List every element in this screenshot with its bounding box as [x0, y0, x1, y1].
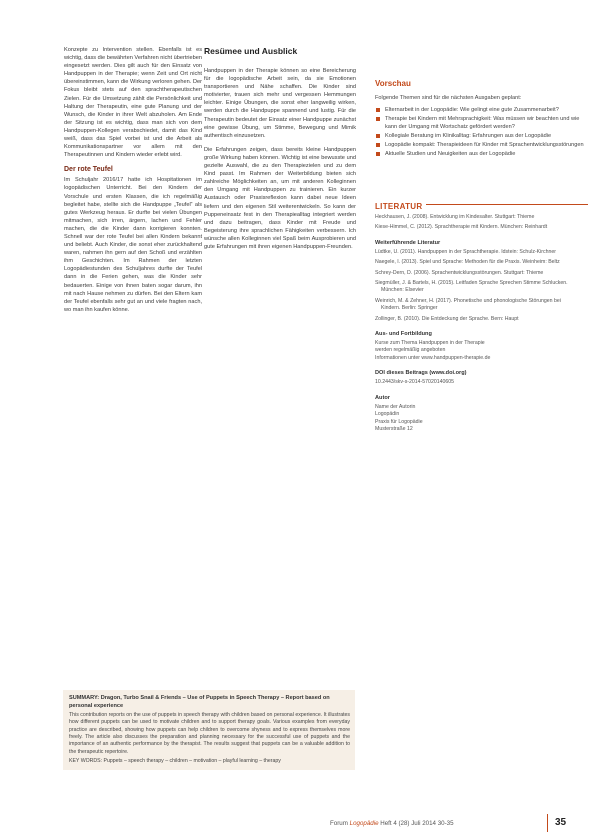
vorschau-list	[375, 106, 585, 158]
literature-entry: Siegmüller, J. & Bartels, H. (2015). Leitfaden Sprache Sprechen Stimme Schlucken. München: Elsevier	[375, 280, 568, 294]
vorschau-intro: Folgende Themen sind für die nächsten Ausgaben geplant:	[375, 95, 522, 101]
body-paragraph: Die Erfahrungen zeigen, dass bereits kleine Handpuppen große Wirkung haben können. Wichtig ist eine bewusste und gezielte Auswahl, die zu den Therapiezielen und zu dem Kind passt. Im Rahmen der Weiterbildung bieten sich zahlreiche Möglichkeiten an, um mit anderen Kolleginnen den Umgang mit Handpuppen zu trainieren. Ein kurzer Austausch oder Praxisreflexion kann dabei neue Ideen liefern und den eigenen Stil weiterentwickeln. So kann der Puppeneinsatz fest in den Therapiealltag integriert werden und dazu beitragen, dass Kinder mit Freude und Begeisterung ihre sprachlichen Fähigkeiten verbessern. Ich wünsche allen Kolleginnen viel Spaß beim Ausprobieren und gute Erfahrungen mit ihren eigenen Handpuppen-Freunden.	[204, 146, 356, 250]
author-heading: Autor	[375, 394, 390, 401]
training-line: werden regelmäßig angeboten	[375, 347, 446, 354]
author-line: Praxis für Logopädie	[375, 418, 423, 425]
training-line: Informationen unter www.handpuppen-therapie.de	[375, 354, 491, 361]
author-block	[375, 404, 575, 434]
issue-info: Heft 4 (28) Juli 2014 30-35	[380, 820, 454, 827]
vorschau-item: Aktuelle Studien und Neuigkeiten aus der Logopädie	[375, 150, 585, 158]
body-paragraph: Im Schuljahr 2016/17 hatte ich Hospitationen im logopädischen Unterricht. Bei den Kindern der Vorschule und ersten Klassen, die ich regelmäßig begleitet habe, stellte sich die Handpuppe „Teufel“ als gutes Werkzeug heraus. Er durfte bei vielen Übungen mitmachen, sich irren, ärgern, lachen und Fehler machen, die die Kinder dann korrigieren konnten. Schnell war der rote Teufel bei allen Kindern bekannt und beliebt. Auch Kinder, die sonst eher zurückhaltend waren, nahmen ihn gern auf den Schoß und erzählten ihm Geschichten. Im Rahmen der letzten Logopädiestunden des Schuljahres durfte der Teufel dann in die Ferien gehen, was die Kinder sehr bedauerten. Einige von ihnen baten sogar darum, ihn mit nach Hause nehmen zu dürfen. Bei den Eltern kam der Teufel ebenfalls sehr gut an und viele fragten nach, wo man ihn kaufen könne.	[64, 177, 202, 313]
journal-prefix: Forum	[330, 820, 348, 827]
literature-list	[375, 214, 575, 232]
sidebar	[362, 46, 588, 433]
footer-divider	[547, 814, 548, 832]
section-heading-resuemee: Resümee und Ausblick	[204, 46, 298, 56]
literature-entry: Weinrich, M. & Zehner, H. (2017). Phonetische und phonologische Störungen bei Kindern. Berlin: Springer	[375, 297, 561, 312]
vorschau-item: Elternarbeit in der Logopädie: Wie gelingt eine gute Zusammenarbeit?	[375, 106, 585, 114]
summary-text: This contribution reports on the use of puppets in speech therapy with children based on personal experience. It illustrates how different puppets can be used to motivate children and to support therapy goals. Various examples from everyday practice are described, showing how puppets can help children to overcome shyness and to express themselves more freely. The article also discusses the preparation and planning necessary for the successful use of puppets and the importance of an authentic performance by the therapist. The results suggest that puppets can be a valuable addition to the therapeutic repertoire.	[69, 712, 350, 755]
summary-keywords: KEY WORDS: Puppets – speech therapy – children – motivation – playful learning – therapy	[69, 757, 281, 764]
training-lines	[375, 340, 575, 362]
summary-box	[63, 690, 355, 770]
page-number: 35	[555, 817, 567, 828]
intro-paragraph: Konzepte zu Intervention stellen. Ebenfalls ist es wichtig, dass die bewährten Verfahren nicht übertrieben eingesetzt werden. Dies gilt auch für den Einsatz von Handpuppen in der Therapie; wenn Zeit und Ort nicht übereinstimmen, kann die Wirkung verloren gehen. Der Fokus bleibt stets auf den sprachtherapeutischen Zielen. Für die Umsetzung zählt die Persönlichkeit und Haltung der Therapeutin, eine gute Planung und der Wunsch, die Kinder in ihrer Welt abzuholen. Am Ende der Sitzung ist es wichtig, dass man sich von dem Handpuppen-Kollegen verabschiedet, damit das Kind weiß, dass das Spiel vorbei ist und die Arbeit als Kommunikationspartner vor allem mit den Therapeutinnen und Kindern wieder erlebt wird.	[64, 47, 202, 159]
article-column-1	[64, 46, 202, 320]
further-reading-heading: Weiterführende Literatur	[375, 239, 441, 246]
further-reading-list	[375, 249, 575, 323]
vorschau-title: Vorschau	[375, 79, 411, 88]
vorschau-item: Kollegiale Beratung im Klinikalltag: Erfahrungen aus der Logopädie	[375, 132, 585, 140]
vorschau-item: Therapie bei Kindern mit Mehrsprachigkeit: Was müssen wir beachten und wie kann der Umgang mit Wortschatz gefördert werden?	[375, 115, 585, 131]
doi-heading: DOI dieses Beitrags (www.doi.org)	[375, 370, 467, 377]
literatur-title: LITERATUR	[375, 202, 426, 211]
author-line: Name der Autorin	[375, 403, 416, 410]
journal-brand: Logopädie	[349, 820, 379, 827]
training-heading: Aus- und Fortbildung	[375, 331, 432, 338]
summary-title: SUMMARY: Dragon, Turbo Snail & Friends – Use of Puppets in Speech Therapy – Report based on personal experience	[69, 695, 330, 709]
page-footer	[330, 817, 567, 828]
vorschau-item: Logopädie kompakt: Therapieideen für Kinder mit Sprachentwicklungsstörungen	[375, 141, 585, 149]
author-line: Logopädin	[375, 411, 400, 418]
literature-entry: Heckhausen, J. (2008). Entwicklung im Kindesalter. Stuttgart: Thieme	[375, 214, 535, 220]
training-line: Kurse zum Thema Handpuppen in der Therapie	[375, 340, 485, 347]
literature-entry: Schrey-Dern, D. (2006). Sprachentwicklungsstörungen. Stuttgart: Thieme	[375, 269, 544, 276]
body-paragraph: Handpuppen in der Therapie können so eine Bereicherung für die logopädische Arbeit sein, da sie Emotionen transportieren und Nähe schaffen. Die Kinder sind motivierter, trauen sich mehr und vergessen Hemmungen leichter. Einige Übungen, die sonst eher langweilig wirken, werden durch die Handpuppe spannend und lustig. Für die Therapeutin bedeutet der Einsatz einer Handpuppe zunächst eine gewisse Übung, um Stimme, Bewegung und Mimik authentisch einzusetzen.	[204, 68, 356, 139]
literature-entry: Naegele, I. (2013). Spiel und Sprache: Methoden für die Praxis. Weinheim: Beltz	[375, 259, 560, 266]
doi-value: 10.2443/skv-s-2014-57020140605	[375, 379, 455, 386]
literature-entry: Kiese-Himmel, C. (2012). Sprachtherapie mit Kindern. München: Reinhardt	[375, 224, 548, 231]
article-column-2	[204, 46, 356, 257]
literatur-heading	[375, 196, 588, 211]
literature-entry: Zollinger, B. (2010). Die Entdeckung der Sprache. Bern: Haupt	[375, 315, 519, 322]
section-heading-roter-teufel: Der rote Teufel	[64, 166, 113, 174]
literature-entry: Lüdtke, U. (2011). Handpuppen in der Sprachtherapie. Idstein: Schulz-Kirchner	[375, 248, 556, 255]
author-line: Musterstraße 12	[375, 425, 413, 432]
doi-block	[375, 379, 575, 386]
